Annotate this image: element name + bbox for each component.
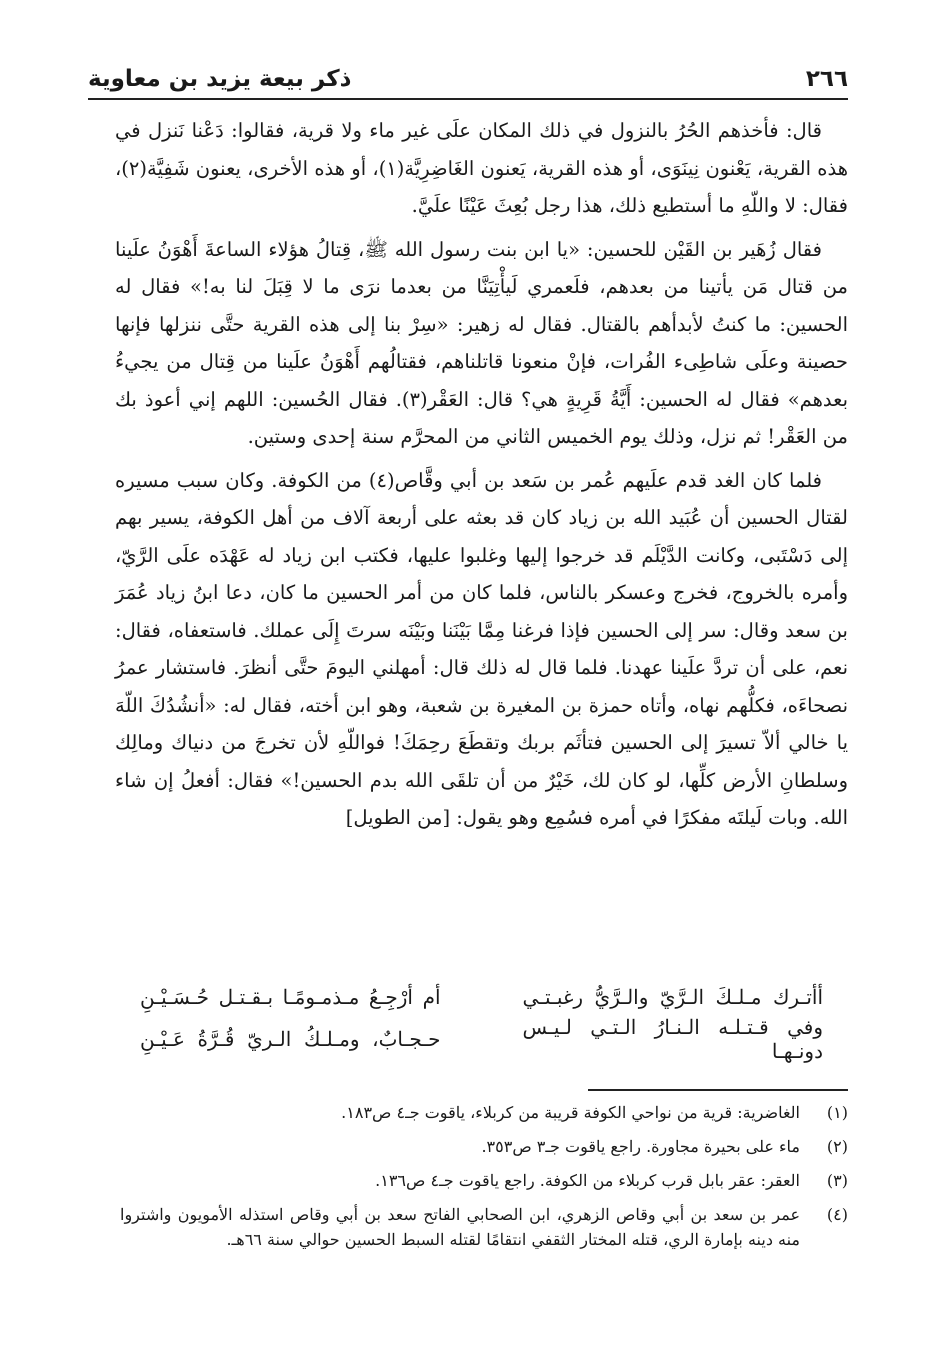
poem-verse <box>140 976 823 1018</box>
footnote-separator <box>588 1089 848 1091</box>
footnote-number: (٤) <box>826 1205 848 1224</box>
poem-verse <box>140 1015 823 1063</box>
footnote <box>120 1134 848 1159</box>
paragraph: فلما كان الغد قدم علَيهم عُمر بن سَعد بن أبي وقَّاص(٤) من الكوفة. وكان سبب مسيره لقتال الحسين أن عُبَيد الله بن زياد كان قد بعثه على أربعة آلاف من أهل الكوفة، يسير بهم إلى دَسْتَبى، وكانت الدَّيْلَم قد خرجوا إليها وغلبوا عليها، فكتب ابن زياد له عَهْدَه علَى الرَّيّ، وأمره بالخروج، فخرج وعسكر بالناس، فلما كان من أمر الحسين ما كان، دعا ابنُ زياد عُمَرَ بن سعد وقال: سر إلى الحسين فإذا فرغنا مِمَّا بَيْنَنا وبَيْنَه سرتَ إِلَى عملك. فاستعفاه، فقال: نعم، على أن تردَّ علَينا عهدنا. فلما قال له ذلك قال: أمهلني اليومَ حتَّى أنظرَ. فاستشار عمرُ نصحاءَه، فكلُّهم نهاه، وأتاه حمزة بن المغيرة بن شعبة، وهو ابن أخته، فقال له: «أنشُدُكَ اللّهَ يا خالي ألاّ تسيرَ إلى الحسين فتأثَم بربك وتقطَعَ رحِمَكَ! فواللّهِ لأن تخرجَ من دنياك ومالِك وسلطانِ الأرض كلِّها، لو كان لك، خَيْرٌ من أن تلقَى الله بدم الحسين!» فقال: أفعلُ إن شاء الله. وبات لَيلتَه مفكرًا في أمره فسُمِع وهو يقول: [من الطويل] <box>115 468 848 829</box>
footnote-text: الغاضرية: قرية من نواحي الكوفة قريبة من كربلاء، ياقوت جـ٤ ص١٨٣. <box>341 1103 800 1122</box>
footnote <box>120 1168 848 1193</box>
footnote-text: عمر بن سعد بن أبي وقاص الزهري، ابن الصحابي الفاتح سعد بن أبي وقاص استذله الأمويون واشتروا منه دينه بإمارة الري، قتله المختار الثقفي انتقامًا لقتله السبط الحسين حوالي سنة ٦٦هـ. <box>120 1205 800 1249</box>
poem <box>140 976 823 1063</box>
page-number: ٢٦٦ <box>805 66 848 92</box>
footnote <box>120 1202 848 1252</box>
main-text <box>115 112 848 837</box>
page-header <box>88 58 848 100</box>
footnote-number: (١) <box>826 1103 848 1122</box>
footnotes <box>120 1100 848 1261</box>
verse-first-hemistich: أأتـرك مـلـكَ الـرَّيّ والـرَّيُّ رغبـتـي <box>522 985 823 1009</box>
verse-second-hemistich: أم أرْجِـعُ مـذمـومًـا بـقـتـل حُـسَـيْـنِ <box>140 985 441 1009</box>
verse-second-hemistich: حـجـابٌ، ومـلـكُ الـريّ قُـرَّةُ عَـيْـنِ <box>140 1027 441 1051</box>
footnote-text: العقر: عقر بابل قرب كربلاء من الكوفة. راجع ياقوت جـ٤ ص١٣٦. <box>375 1171 800 1190</box>
footnote-number: (٣) <box>826 1171 848 1190</box>
footnote-text: ماء على بحيرة مجاورة. راجع ياقوت جـ٣ ص٣٥٣. <box>481 1137 800 1156</box>
footnote <box>120 1100 848 1125</box>
verse-first-hemistich: وفي قـتـلـه الـنـارُ الـتـي لـيـس دونـهـا <box>522 1015 823 1063</box>
paragraph: فقال زُهَير بن القَيْن للحسين: «يا ابن بنت رسول الله ﷺ، قِتالُ هؤلاء الساعةَ أَهْوَنُ علَينا من قتال مَن يأتينا من بعدهم، فلَعمري لَيأْتِيَنَّا من بعدما نرَى ما لا قِبَلَ لنا به!» فقال له الحسين: ما كنتُ لأبدأهم بالقتال. فقال له زهير: «سِرْ بنا إلى هذه القرية حتَّى ننزلها فإنها حصينة وعلَى شاطِىء الفُرات، فإنْ منعونا قاتلناهم، فقتالُهم أَهْوَنُ علَينا من قِتال من يجيءُ بعدهم» فقال له الحسين: أَيَّةُ قَرِيةٍ هي؟ قال: العَقْر(٣). فقال الحُسين: اللهم إني أعوذ بك من العَقْر! ثم نزل، وذلك يوم الخميس الثاني من المحرَّم سنة إحدى وستين. <box>115 237 848 448</box>
paragraph: قال: فأخذهم الحُرُ بالنزول في ذلك المكان علَى غير ماء ولا قرية، فقالوا: دَعْنا نَنزل في هذه القرية، يَعْنون نِينَوَى، أو هذه القرية، يَعنون الغَاضِرِيَّة(١)، أو هذه الأخرى، يعنون شَفِيَّة(٢)، فقال: لا واللّهِ ما أستطيع ذلك، هذا رجل بُعِثَ عَيْنًا علَيَّ. <box>115 119 848 217</box>
footnote-number: (٢) <box>826 1137 848 1156</box>
running-title: ذكر بيعة يزيد بن معاوية <box>88 66 352 92</box>
